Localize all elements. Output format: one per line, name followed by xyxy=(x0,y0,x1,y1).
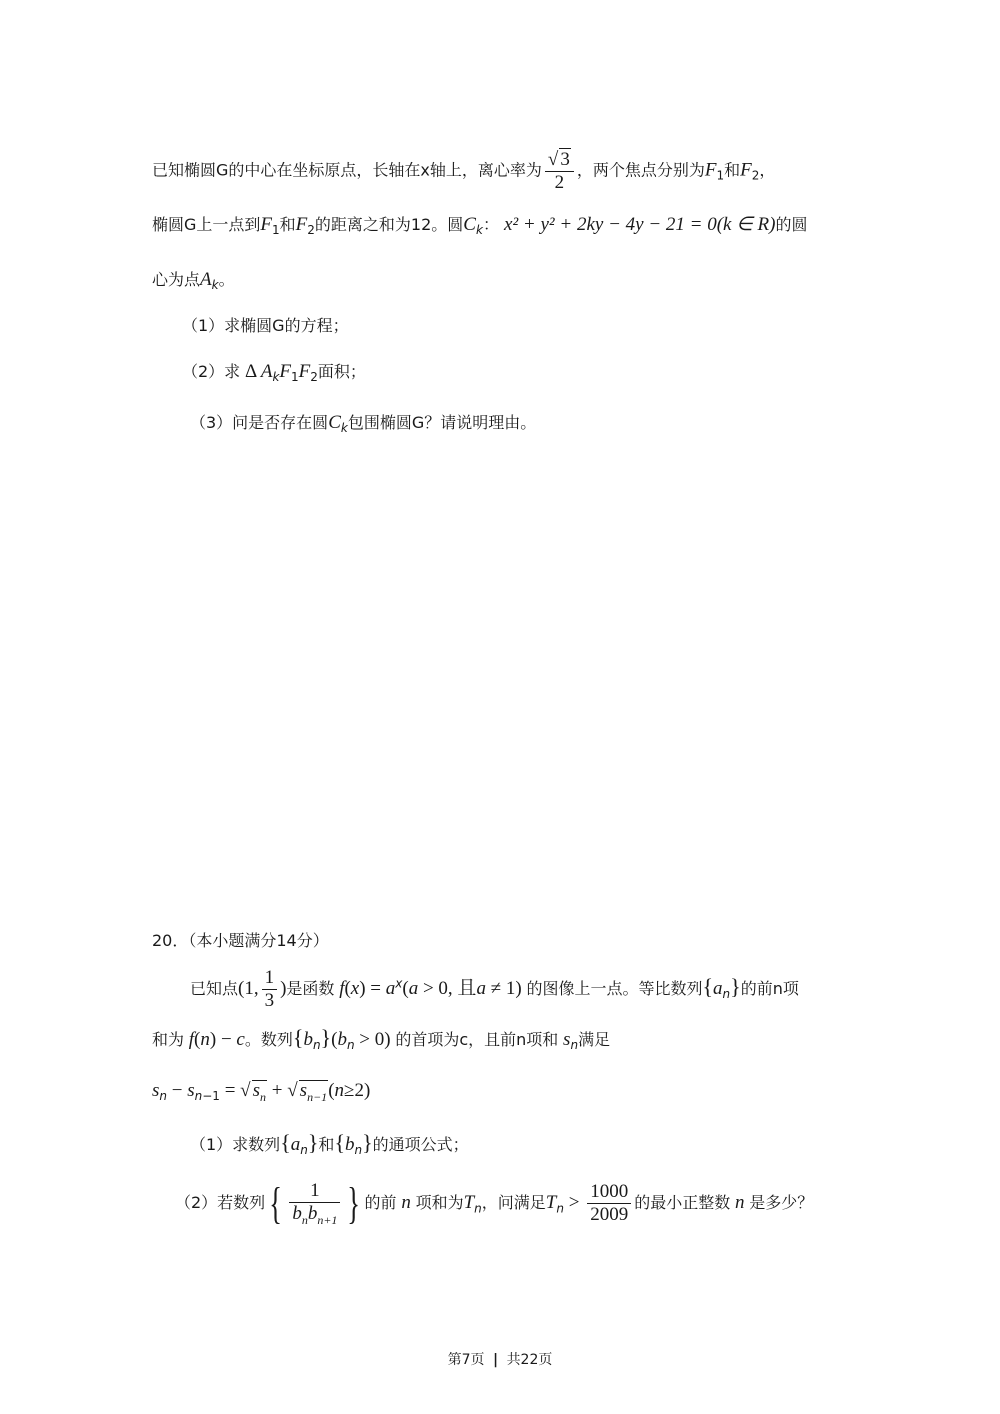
text: 。数列 xyxy=(244,1030,293,1049)
text: 。 xyxy=(218,270,235,289)
circle-equation: x² + y² + 2ky − 4y − 21 = 0(k ∈ R) xyxy=(504,214,776,235)
text: （2）求 xyxy=(182,362,241,381)
text: ， xyxy=(759,160,776,180)
eccentricity-fraction: $\frac{√ 3}{2}$ xyxy=(545,148,574,194)
text: 的通项公式； xyxy=(372,1135,469,1154)
p20-header: 20．（本小题满分14分） xyxy=(152,931,329,950)
text: 和为 xyxy=(152,1030,185,1049)
text: 的圆 xyxy=(775,215,808,234)
text: 面积； xyxy=(317,362,366,381)
text: 项和为 xyxy=(415,1193,464,1213)
text: （1）求数列 xyxy=(190,1135,281,1154)
text: 和 xyxy=(279,215,296,234)
text: 的最小正整数 xyxy=(634,1193,731,1213)
p19-line2: 椭圆G上一点到$F_1$和$F_2$的距离之和为12。圆$C_k$： x² + y² + 2ky − 4y − 21 = 0(k ∈ R)的圆 xyxy=(152,214,808,238)
p19-line3: 心为点$A_k$。 xyxy=(152,269,235,293)
text: 的前 xyxy=(364,1193,397,1213)
text: 是函数 xyxy=(286,978,335,998)
page-footer xyxy=(0,1349,1000,1369)
text: 的前n项 xyxy=(740,978,799,998)
p20-q1: （1）求数列$\{a_n\}$和$\{b_n\}$的通项公式； xyxy=(190,1130,469,1158)
page-total: 共22页 xyxy=(506,1352,553,1368)
text: 已知点 xyxy=(190,978,239,998)
text: 的距离之和为12。圆 xyxy=(314,215,464,234)
text: 已知椭圆G的中心在坐标原点，长轴在x轴上，离心率为 xyxy=(152,160,542,180)
page-number: 第7页 xyxy=(447,1352,485,1368)
text: 和 xyxy=(724,160,741,180)
text: （2）若数列 xyxy=(175,1193,266,1213)
footer-separator: | xyxy=(492,1352,499,1368)
text: 椭圆G上一点到 xyxy=(152,215,261,234)
p20-line2: 和为 f(n) − c。数列$\{b_n\}(b_n > 0)$ 的首项为c，且前n项和 $s_n$满足 xyxy=(152,1025,611,1053)
text: 是多少？ xyxy=(749,1193,814,1213)
text: ，两个焦点分别为 xyxy=(576,160,705,180)
text: 心为点 xyxy=(152,270,201,289)
p20-formula: $s_n - s_{n-1}$ = √ $s_n$ + √ $s_{n-1}(n\ge 2)$ xyxy=(152,1080,371,1104)
p19-q3: （3）问是否存在圆$C_k$包围椭圆G？请说明理由。 xyxy=(190,412,537,436)
text: （3）问是否存在圆 xyxy=(190,413,329,432)
text: ： xyxy=(482,215,499,234)
text: 的图像上一点。等比数列 xyxy=(526,978,703,998)
text: ，问满足 xyxy=(481,1193,546,1213)
p20-q2: （2）若数列{ $\frac{1}{b_nb_{n+1}}$ } 的前 n 项和为$T_n$，问满足$T_n$ > $\frac{1000}{2009}$ 的最小正整数 n 是多少？ xyxy=(175,1178,814,1228)
p19-q2: （2）求 Δ $A_kF_1F_2$面积； xyxy=(182,361,366,385)
text: 和 xyxy=(318,1135,335,1154)
p19-q1: （1）求椭圆G的方程； xyxy=(182,316,349,335)
text: 的首项为c，且前n项和 xyxy=(395,1030,559,1049)
text: 包围椭圆G？请说明理由。 xyxy=(347,413,537,432)
text: 满足 xyxy=(578,1030,611,1049)
p20-line1: 已知点(1, $\frac{1}{3}$ )是函数 $f(x) = a^x(a > 0$, 且a ≠ 1) 的图像上一点。等比数列$\{a_n\}$的前n项 xyxy=(190,967,799,1011)
p19-line1: 已知椭圆G的中心在坐标原点，长轴在x轴上，离心率为 $\frac{√ 3}{2}$ ，两个焦点分别为$F_1$和$F_2$， xyxy=(152,149,776,193)
